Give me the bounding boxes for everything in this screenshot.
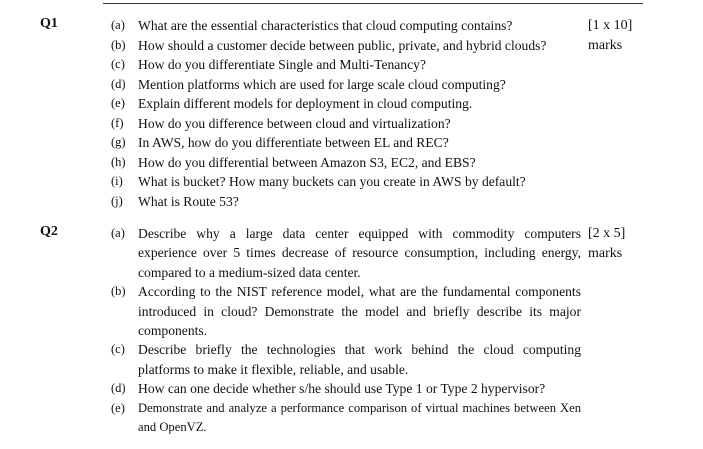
item-text: How can one decide whether s/he should use Type 1 or Type 2 hypervisor?	[138, 381, 546, 397]
list-item	[111, 55, 581, 75]
list-item	[111, 399, 581, 438]
item-text: Describe briefly the technologies that work behind the cloud computing platforms to make it flexible, reliable, and usable.	[138, 342, 581, 377]
list-item	[111, 36, 581, 56]
q1-list	[111, 16, 581, 211]
list-item	[111, 224, 581, 282]
item-label: (a)	[111, 226, 125, 240]
top-rule	[103, 3, 643, 4]
item-label: (c)	[111, 342, 125, 357]
item-label: (i)	[111, 174, 123, 188]
list-item	[111, 75, 581, 95]
item-text: What are the essential characteristics that cloud computing contains?	[138, 18, 513, 33]
marks-unit: marks	[588, 37, 623, 53]
list-item	[111, 192, 581, 212]
list-item	[111, 133, 581, 153]
list-item	[111, 94, 581, 114]
list-item	[111, 153, 581, 173]
item-label: (e)	[111, 96, 125, 110]
list-item	[111, 16, 581, 36]
item-text: How do you differentiate Single and Multi-Tenancy?	[138, 57, 426, 72]
list-item	[111, 340, 581, 379]
item-label: (d)	[111, 381, 126, 396]
item-text: In AWS, how do you differentiate between EL and REC?	[138, 135, 449, 150]
item-label: (h)	[111, 154, 126, 169]
item-text: How do you differential between Amazon S3, EC2, and EBS?	[138, 154, 476, 170]
q1-marks	[588, 16, 632, 55]
item-label: (f)	[111, 115, 124, 130]
item-text: Demonstrate and analyze a performance comparison of virtual machines between Xen and OpenVZ.	[138, 400, 581, 435]
item-text: Explain different models for deployment in cloud computing.	[138, 96, 473, 111]
item-label: (c)	[111, 57, 125, 71]
item-text: How should a customer decide between public, private, and hybrid clouds?	[138, 37, 547, 53]
q1-number: Q1	[40, 16, 58, 31]
item-label: (e)	[111, 400, 125, 415]
item-label: (g)	[111, 135, 126, 149]
item-label: (b)	[111, 37, 126, 52]
list-item	[111, 379, 581, 398]
marks-value: [1 x 10]	[588, 18, 633, 33]
item-text: What is Route 53?	[138, 193, 239, 209]
item-text: How do you difference between cloud and virtualization?	[138, 115, 451, 131]
q2-list	[111, 224, 581, 437]
list-item	[111, 114, 581, 134]
item-label: (b)	[111, 284, 126, 299]
marks-unit: marks	[588, 245, 623, 261]
item-label: (d)	[111, 76, 126, 91]
item-text: Mention platforms which are used for large scale cloud computing?	[138, 76, 506, 92]
item-text: According to the NIST reference model, what are the fundamental components introduced in cloud? Demonstrate the model and briefly describe its major components.	[138, 284, 581, 339]
item-text: What is bucket? How many buckets can you create in AWS by default?	[138, 174, 526, 189]
list-item	[111, 172, 581, 192]
item-label: (j)	[111, 193, 123, 208]
q2-number: Q2	[40, 224, 58, 239]
item-text: Describe why a large data center equipped with commodity computers experience over 5 times decrease of resource consumption, including energy, compared to a medium-sized data center.	[138, 226, 581, 280]
item-label: (a)	[111, 18, 125, 32]
marks-value: [2 x 5]	[588, 226, 626, 241]
q2-marks	[588, 224, 625, 263]
list-item	[111, 282, 581, 340]
